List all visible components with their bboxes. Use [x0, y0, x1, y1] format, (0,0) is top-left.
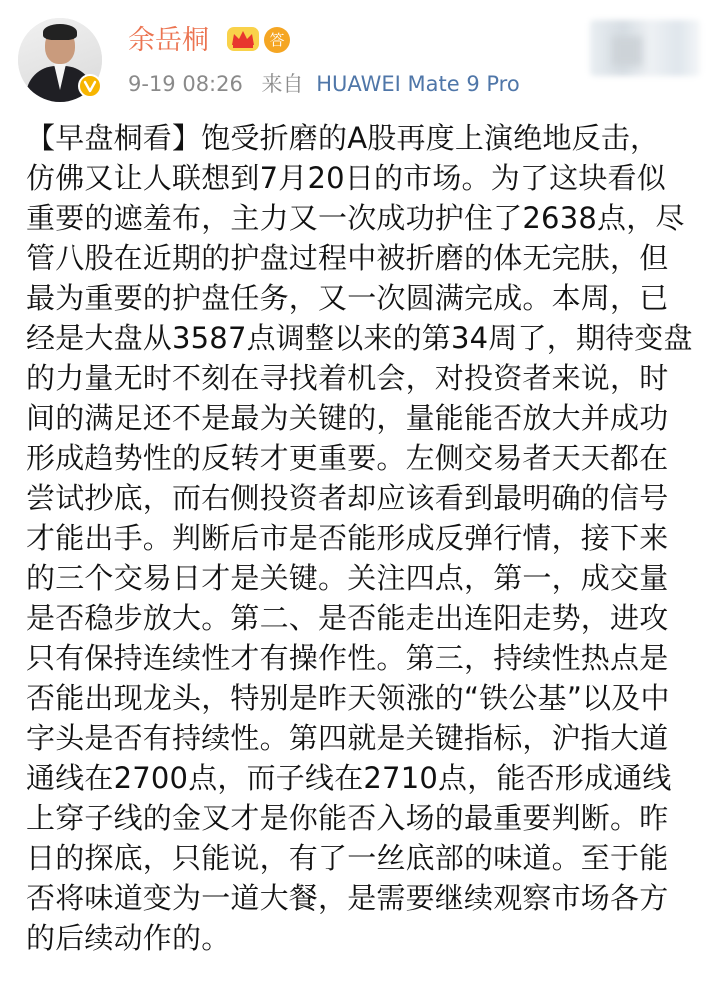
device-link[interactable]: HUAWEI Mate 9 Pro	[316, 72, 520, 96]
post-text-line: 日的探底，只能说，有了一丝底部的味道。至于能	[26, 841, 669, 875]
post-text-line: 否将味道变为一道大餐，是需要继续观察市场各方	[26, 881, 669, 915]
verified-v-icon	[78, 74, 102, 98]
post-text-line: 否能出现龙头，特别是昨天领涨的“铁公基”以及中	[26, 681, 670, 715]
post-text-line: 上穿子线的金叉才是你能否入场的最重要判断。昨	[26, 801, 669, 835]
post-text-line: 最为重要的护盘任务，又一次圆满完成。本周，已	[26, 281, 669, 315]
post-text-line: 字头是否有持续性。第四就是关键指标，沪指大道	[26, 721, 669, 755]
post-text-line: 通线在2700点，而子线在2710点，能否形成通线	[26, 761, 672, 795]
post-text-line: 仿佛又让人联想到7月20日的市场。为了这块看似	[26, 161, 666, 195]
answer-badge[interactable]: 答	[264, 27, 290, 53]
post-text-line: 管八股在近期的护盘过程中被折磨的体无完肤，但	[26, 241, 669, 275]
post-text-line: 的三个交易日才是关键。关注四点，第一，成交量	[26, 561, 669, 595]
post-text-line: 是否稳步放大。第二、是否能走出连阳走势，进攻	[26, 601, 669, 635]
post-text	[26, 118, 698, 958]
crown-icon[interactable]	[226, 26, 260, 52]
post-meta	[128, 70, 520, 98]
post-text-line: 的力量无时不刻在寻找着机会，对投资者来说，时	[26, 361, 669, 395]
blurred-region-detail	[612, 36, 642, 66]
post-text-line: 只有保持连续性才有操作性。第三，持续性热点是	[26, 641, 669, 675]
post-text-line: 重要的遮羞布，主力又一次成功护住了2638点，尽	[26, 201, 685, 235]
user-name[interactable]: 余岳桐	[128, 25, 209, 56]
post-text-line: 经是大盘从3587点调整以来的第34周了，期待变盘	[26, 321, 693, 355]
post-text-line: 的后续动作的。	[26, 921, 231, 955]
post-text-line: 间的满足还不是最为关键的，量能能否放大并成功	[26, 401, 669, 435]
post-time: 9-19 08:26	[128, 72, 243, 96]
post-text-line: 【早盘桐看】饱受折磨的A股再度上演绝地反击，	[26, 121, 660, 155]
post-text-line: 尝试抄底，而右侧投资者却应该看到最明确的信号	[26, 481, 669, 515]
source-prefix: 来自	[261, 72, 304, 96]
blurred-region	[590, 20, 700, 76]
post-text-line: 才能出手。判断后市是否能形成反弹行情，接下来	[26, 521, 669, 555]
post-text-line: 形成趋势性的反转才更重要。左侧交易者天天都在	[26, 441, 669, 475]
